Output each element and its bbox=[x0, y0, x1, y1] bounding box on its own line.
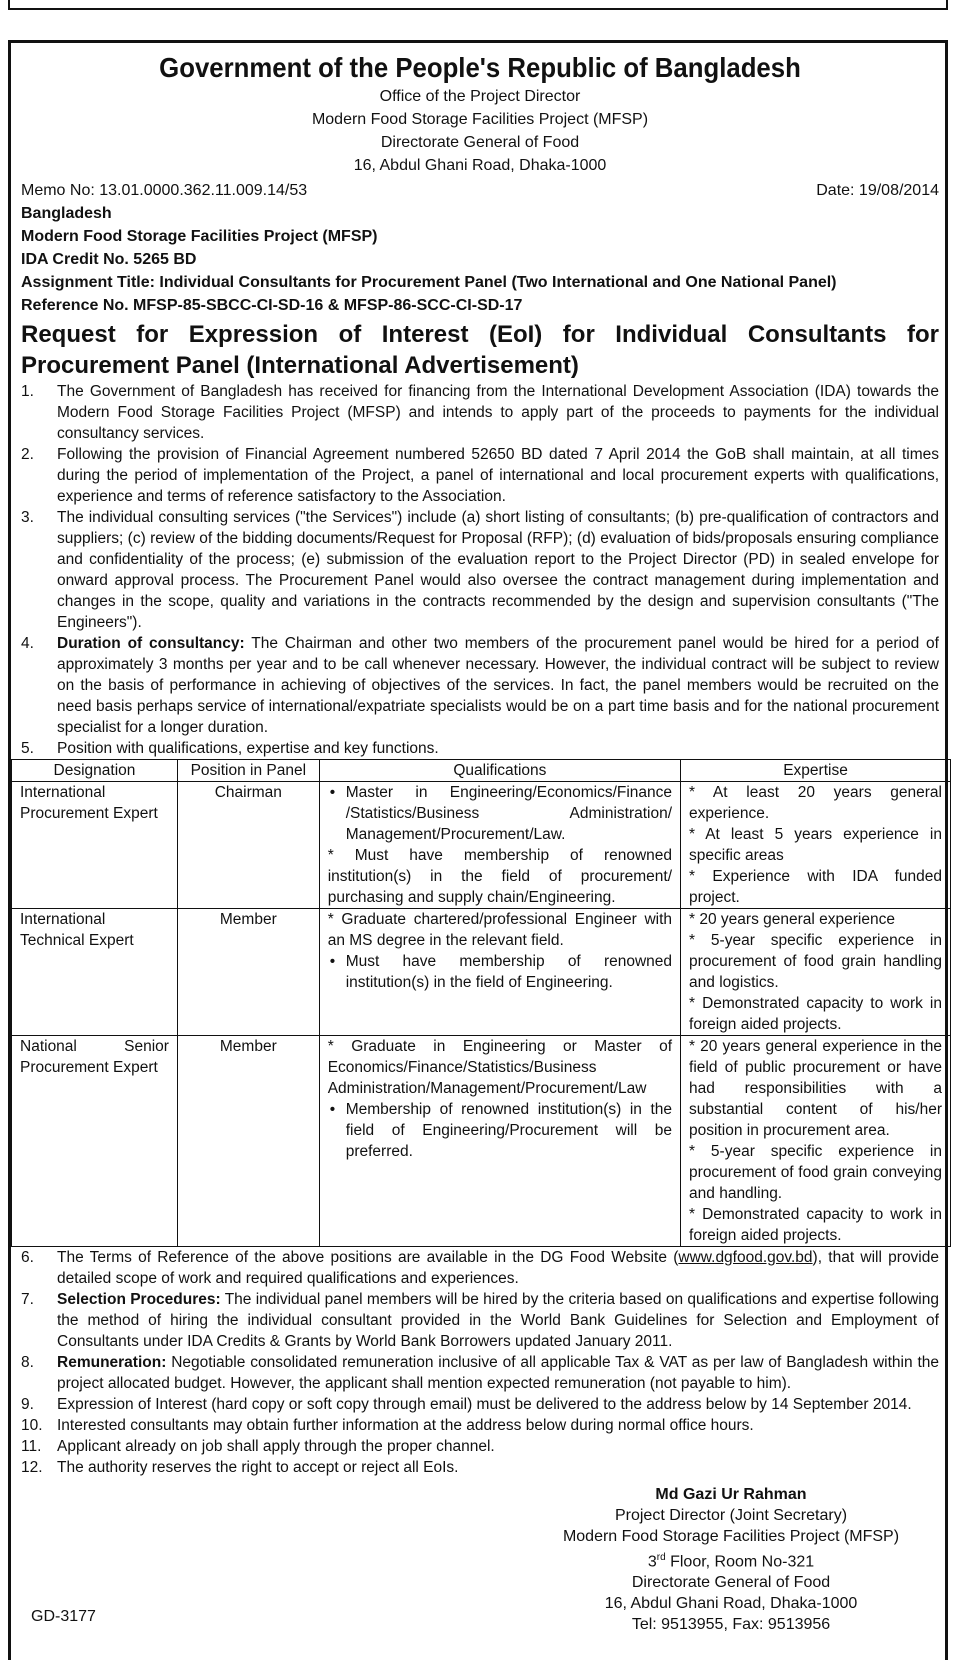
qualification-item: * Graduate chartered/professional Engineer with an MS degree in the relevant field. bbox=[327, 911, 673, 949]
top-border bbox=[0, 0, 962, 28]
signature-block bbox=[561, 1484, 901, 1635]
qualifications-cell bbox=[319, 909, 680, 1036]
paragraph-2: 2. Following the provision of Financial Agreement numbered 52650 BD dated 7 April 2014 the GoB shall maintain, at all times during the period of implementation of the Project, a panel of international and local procurement experts with qualifications, experience and terms of reference satisfactory to the Association. bbox=[21, 446, 939, 505]
credit-number: IDA Credit No. 5265 BD bbox=[21, 251, 197, 268]
signatory-project: Modern Food Storage Facilities Project (MFSP) bbox=[562, 1528, 900, 1545]
table-row bbox=[12, 1036, 951, 1247]
table-row bbox=[12, 782, 951, 909]
notice-content bbox=[20, 43, 942, 1638]
paragraph-7: 7. Selection Procedures: The individual panel members will be hired by the criteria based on qualifications and expertise following the method of hiring the individual consultant provided in the World Bank Guidelines for Selection and Employment of Consultants under IDA Credits & Grants by World Bank Borrowers updated January 2011. bbox=[21, 1291, 939, 1350]
column-header: Expertise bbox=[681, 760, 951, 782]
page-title: Government of the People's Republic of Bangladesh bbox=[159, 52, 801, 83]
qualification-bullet: • Master in Engineering/Economics/Finance /Statistics/Business Administration/ Management/Procurement/Law. bbox=[346, 782, 672, 845]
paragraph-12: 12. The authority reserves the right to accept or reject all EoIs. bbox=[21, 1459, 459, 1476]
memo-date: Date: 19/08/2014 bbox=[816, 182, 939, 199]
memo-row bbox=[21, 179, 939, 202]
signature-area bbox=[21, 1478, 939, 1638]
paragraph-1: 1. The Government of Bangladesh has received for financing from the International Development Association (IDA) towards the Modern Food Storage Facilities Project (MFSP) and intends to apply part of the proceeds to payments for the individual consultancy services. bbox=[21, 383, 939, 442]
paragraph-10: 10. Interested consultants may obtain further information at the address below during normal office hours. bbox=[21, 1417, 754, 1434]
column-header: Designation bbox=[12, 760, 178, 782]
signatory-name: Md Gazi Ur Rahman bbox=[655, 1486, 807, 1503]
expertise-item: * At least 20 years general experience. bbox=[689, 784, 942, 822]
expertise-item: * 20 years general experience bbox=[689, 911, 895, 928]
signatory-contact: Tel: 9513955, Fax: 9513956 bbox=[631, 1616, 831, 1634]
eoi-heading: Request for Expression of Interest (EoI) for Individual Consultants for Procurement Panel (International Advertisement) bbox=[21, 321, 939, 379]
notice-page bbox=[8, 40, 948, 1660]
qualification-bullet: • Must have membership of renowned institution(s) in the field of Engineering. bbox=[346, 951, 672, 993]
expertise-item: * 20 years general experience in the field of public procurement or have had responsibilities with a substantial content of his/her position in procurement area. bbox=[689, 1038, 942, 1139]
reference-number: Reference No. MFSP-85-SBCC-CI-SD-16 & MFSP-86-SCC-CI-SD-17 bbox=[21, 297, 523, 314]
position-cell: Chairman bbox=[177, 782, 319, 909]
paragraph-4: 4. Duration of consultancy: The Chairman and other two members of the procurement panel would be hired for a period of approximately 3 months per year and to be call whenever necessary. However, the individual contract will be subject to review on the basis of performance in achieving of objectives of the services. In fact, the panel members would be recruited on the need basis perhaps service of international/expatriate specialists would be on a part time basis and for the national procurement specialist for a longer duration. bbox=[21, 635, 939, 736]
column-header: Qualifications bbox=[319, 760, 680, 782]
column-header: Position in Panel bbox=[177, 760, 319, 782]
expertise-item: * Demonstrated capacity to work in foreign aided projects. bbox=[689, 1206, 942, 1244]
assignment-title: Assignment Title: Individual Consultants for Procurement Panel (Two International and One National Panel) bbox=[21, 274, 837, 291]
qualification-item: * Graduate in Engineering or Master of Economics/Finance/Statistics/Business Administration/Management/Procurement/Law bbox=[327, 1038, 673, 1097]
country-line: Bangladesh bbox=[21, 205, 112, 222]
office-line: Office of the Project Director bbox=[379, 88, 581, 105]
expertise-cell bbox=[681, 782, 951, 909]
paragraph-9: 9. Expression of Interest (hard copy or soft copy through email) must be delivered to the address below by 14 September 2014. bbox=[21, 1396, 912, 1413]
positions-table bbox=[11, 759, 951, 1247]
signatory-directorate: Directorate General of Food bbox=[631, 1574, 831, 1592]
paragraph-11: 11. Applicant already on job shall apply through the proper channel. bbox=[21, 1438, 495, 1455]
qualifications-cell bbox=[319, 782, 680, 909]
paragraph-8: 8. Remuneration: Negotiable consolidated remuneration inclusive of all applicable Tax & VAT as per law of Bangladesh within the project allocated budget. However, the applicant shall mention expected remuneration (not payable to him). bbox=[21, 1354, 939, 1392]
expertise-item: * Demonstrated capacity to work in foreign aided projects. bbox=[689, 995, 942, 1033]
designation-cell: International Technical Expert bbox=[12, 909, 178, 1036]
table-row bbox=[12, 909, 951, 1036]
expertise-item: * Experience with IDA funded project. bbox=[689, 868, 942, 906]
expertise-item: * 5-year specific experience in procurement of food grain conveying and handling. bbox=[689, 1143, 942, 1202]
designation-cell: National Senior Procurement Expert bbox=[12, 1036, 178, 1247]
paragraph-6: 6. The Terms of Reference of the above positions are available in the DG Food Website (www.dgfood.gov.bd), that will provide detailed scope of work and required qualifications and experiences. bbox=[21, 1249, 939, 1287]
signatory-title: Project Director (Joint Secretary) bbox=[614, 1507, 848, 1524]
project-name: Modern Food Storage Facilities Project (MFSP) bbox=[21, 228, 378, 245]
expertise-cell bbox=[681, 1036, 951, 1247]
designation-cell: International Procurement Expert bbox=[12, 782, 178, 909]
directorate-line: Directorate General of Food bbox=[380, 134, 580, 151]
expertise-cell bbox=[681, 909, 951, 1036]
qualifications-cell bbox=[319, 1036, 680, 1247]
address-line: 16, Abdul Ghani Road, Dhaka-1000 bbox=[353, 157, 607, 174]
qualification-bullet: • Membership of renowned institution(s) in the field of Engineering/Procurement will be preferred. bbox=[346, 1099, 672, 1162]
position-cell: Member bbox=[177, 909, 319, 1036]
table-header-row bbox=[12, 760, 951, 782]
qualification-item: * Must have membership of renowned institution(s) in the field of procurement/ purchasing and supply chain/Engineering. bbox=[327, 847, 673, 906]
signatory-floor: 3rd Floor, Room No-321 bbox=[647, 1552, 815, 1571]
signatory-address: 16, Abdul Ghani Road, Dhaka-1000 bbox=[604, 1595, 858, 1613]
position-cell: Member bbox=[177, 1036, 319, 1247]
dgfood-website-link[interactable]: www.dgfood.gov.bd bbox=[678, 1249, 813, 1266]
paragraph-3: 3. The individual consulting services ("the Services") include (a) short listing of consultants; (b) pre-qualification of contractors and suppliers; (c) review of the bidding documents/Request for Proposal (RFP); (d) evaluation of bids/proposals ensuring compliance and confidentiality of the process; (e) submission of the evaluation report to the Project Director (PD) in sealed envelope for onward approval process. The Procurement Panel would also oversee the contract management during implementation and changes in the scope, quality and variations in the contracts recommended by the design and supervision consultants ("The Engineers"). bbox=[21, 509, 939, 631]
project-line: Modern Food Storage Facilities Project (MFSP) bbox=[311, 111, 649, 128]
memo-number: Memo No: 13.01.0000.362.11.009.14/53 bbox=[21, 182, 308, 199]
expertise-item: * 5-year specific experience in procurement of food grain handling and logistics. bbox=[689, 932, 942, 991]
paragraph-5: 5. Position with qualifications, expertise and key functions. bbox=[21, 740, 439, 757]
gd-reference: GD-3177 bbox=[31, 1608, 96, 1625]
expertise-item: * At least 5 years experience in specific areas bbox=[689, 826, 942, 864]
top-frame bbox=[8, 0, 948, 10]
